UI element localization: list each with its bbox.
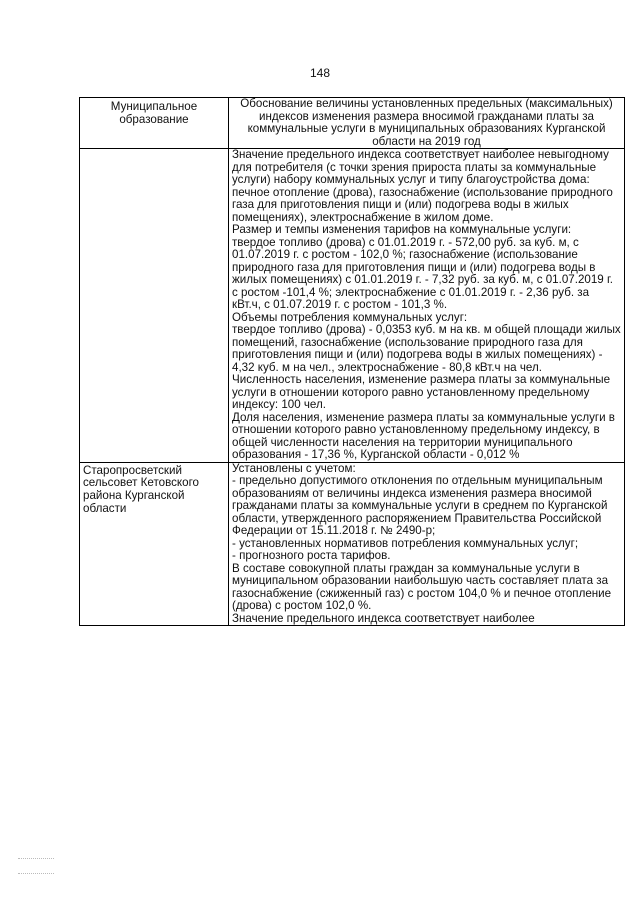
paragraph: твердое топливо (дрова) - 0,0353 куб. м на кв. м общей площади жилых помещений, газоснабжение (использование природного газа для приготовления пищи и (или) подогрева воды в жилых помещениях) - 4,32 куб. м на чел., электроснабжение - 80,8 кВт.ч на чел. bbox=[232, 323, 621, 374]
paragraph: Объемы потребления коммунальных услуг: bbox=[232, 310, 468, 324]
paragraph: Доля населения, изменение размера платы за коммунальные услуги в отношении которого равно установленному предельному индексу, в общей численности населения на территории муниципального образования - 17,36 %, Курганской области - 0,012 % bbox=[232, 410, 615, 461]
paragraph: Размер и темпы изменения тарифов на коммунальные услуги: bbox=[232, 223, 572, 236]
municipality-cell: Старопросветский сельсовет Кетовского района Курганской области bbox=[80, 462, 229, 626]
paragraph: Численность населения, изменение размера платы за коммунальные услуги в отношении которого равно установленному предельному индексу: 100 чел. bbox=[232, 373, 611, 411]
scan-artifact bbox=[18, 858, 54, 860]
justification-cell bbox=[229, 149, 625, 463]
paragraph: твердое топливо (дрова) с 01.01.2019 г. - 572,00 руб. за куб. м, с 01.07.2019 г. с ростом - 102,0 %; газоснабжение (использование природного газа для приготовления пищи и (или) подогрева воды в жилых помещениях) с 01.01.2019 г. - 7,32 руб. за куб. м, с 01.07.2019 г. с ростом -101,4 %; электроснабжение с 01.01.2019 г. - 2,36 руб. за кВт.ч, с 01.07.2019 г. с ростом - 101,3 %. bbox=[232, 235, 614, 311]
paragraph: - предельно допустимого отклонения по отдельным муниципальным образованиям от величины индекса изменения размера вносимой гражданами платы за коммунальные услуги в среднем по Курганской области, утвержденного распоряжением Правительства Российской Федерации от 15.11.2018 г. № 2490-р; bbox=[232, 474, 608, 537]
table-row bbox=[80, 149, 625, 463]
table-row bbox=[80, 462, 625, 626]
table-header-row bbox=[80, 98, 625, 149]
paragraph: Значение предельного индекса соответствует наиболее bbox=[232, 611, 535, 625]
paragraph: В составе совокупной платы граждан за коммунальные услуги в муниципальном образовании наибольшую часть составляет плата за газоснабжение (сжиженный газ) с ростом 104,0 % и печное отопление (дрова) с ростом 102,0 %. bbox=[232, 561, 612, 612]
paragraph: Установлены с учетом: bbox=[232, 461, 356, 475]
scan-artifact bbox=[18, 873, 54, 875]
paragraph: Значение предельного индекса соответствует наиболее невыгодному для потребителя (с точки зрения прироста платы за коммунальные услуги) набору коммунальных услуг и типу благоустройства дома: bbox=[232, 148, 609, 186]
municipality-cell bbox=[80, 149, 229, 463]
paragraph: - установленных нормативов потребления коммунальных услуг; bbox=[232, 536, 579, 550]
justification-table bbox=[79, 97, 625, 626]
page-number: 148 bbox=[309, 66, 331, 80]
header-justification: Обоснование величины установленных предельных (максимальных) индексов изменения размера вносимой гражданами платы за коммунальные услуги в муниципальных образованиях Курганской области на 2019 год bbox=[229, 98, 625, 149]
justification-cell bbox=[229, 462, 625, 626]
header-municipality: Муниципальное образование bbox=[80, 98, 229, 149]
paragraph: печное отопление (дрова), газоснабжение (использование природного газа для приготовления пищи и (или) подогрева воды в жилых помещениях), электроснабжение в жилом доме. bbox=[232, 185, 613, 224]
paragraph: - прогнозного роста тарифов. bbox=[232, 549, 391, 562]
